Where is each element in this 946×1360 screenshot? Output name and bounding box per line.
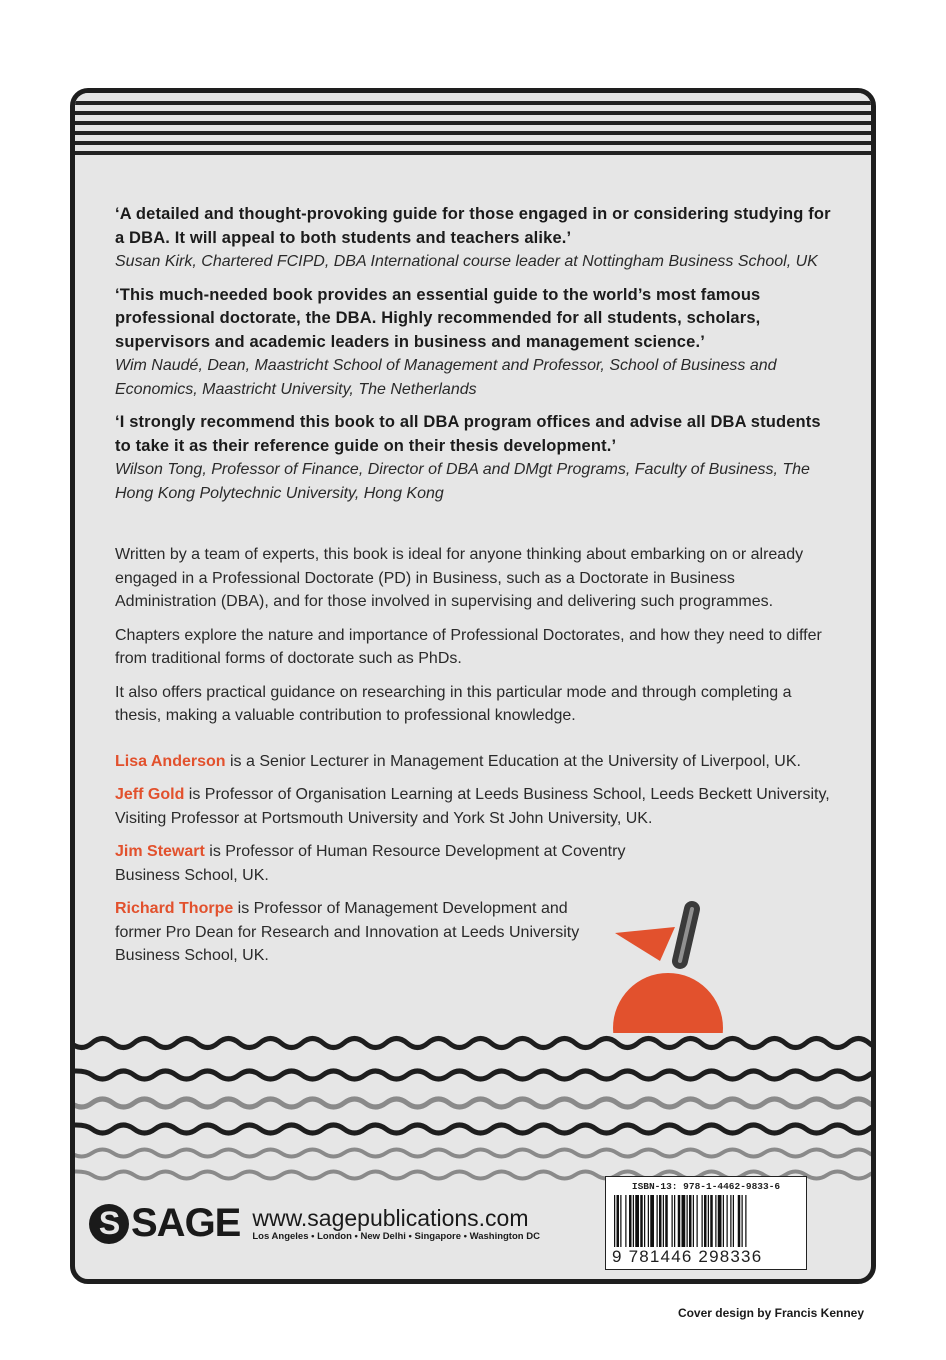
author-bio xyxy=(115,783,831,830)
top-stripes xyxy=(75,93,871,155)
description-paragraph: Chapters explore the nature and importance of Professional Doctorates, and how they need to differ from traditional forms of doctorate such as PhDs. xyxy=(115,626,822,667)
description-paragraph: Written by a team of experts, this book is ideal for anyone thinking about embarking on or already engaged in a Professional Doctorate (PD) in Business, such as a Doctorate in Business Administration (DBA), and for those involved in supervising and delivering such programmes. xyxy=(115,546,804,610)
barcode-bar xyxy=(689,1195,692,1247)
barcode-bar xyxy=(620,1195,621,1247)
author-name: Richard Thorpe xyxy=(115,900,234,917)
barcode-bar xyxy=(704,1195,707,1247)
barcode-bar xyxy=(665,1195,668,1247)
barcode-bar xyxy=(730,1195,731,1247)
quote-text: ‘This much-needed book provides an essential guide to the world’s most famous professional doctorate, the DBA. Highly recommended for all students, scholars, supervisors and academic leaders in business and management science.’ xyxy=(115,285,761,351)
barcode-bar xyxy=(697,1195,698,1247)
text-content xyxy=(115,203,831,978)
barcode-bar xyxy=(678,1195,681,1247)
author-name: Lisa Anderson xyxy=(115,752,226,770)
barcode-bar xyxy=(708,1195,709,1247)
sea-buoy-illustration xyxy=(70,893,876,1183)
barcode-bar xyxy=(718,1195,722,1247)
description-paragraph: It also offers practical guidance on researching in this particular mode and through completing a thesis, making a valuable contribution to professional knowledge. xyxy=(115,683,792,724)
barcode-bar xyxy=(723,1195,724,1247)
barcode-bar xyxy=(633,1195,634,1247)
barcode-bar xyxy=(702,1195,703,1247)
barcode-bar xyxy=(672,1195,673,1247)
barcode-bar xyxy=(738,1195,741,1247)
barcode-bar xyxy=(625,1195,626,1247)
author-name: Jeff Gold xyxy=(115,786,185,803)
endorsement-quote xyxy=(115,411,831,505)
barcode-bar xyxy=(745,1195,746,1247)
barcode-bar xyxy=(635,1195,639,1247)
barcode-bar xyxy=(629,1195,632,1247)
isbn-barcode xyxy=(605,1176,807,1270)
buoy-flag xyxy=(615,927,675,961)
sage-logo-icon: S xyxy=(89,1204,129,1244)
stripe xyxy=(75,141,871,145)
cover-credit: Cover design by Francis Kenney xyxy=(677,1306,864,1320)
quote-text: ‘I strongly recommend this book to all DBA program offices and advise all DBA students to take it as their reference guide on their thesis development.’ xyxy=(115,413,821,455)
publisher-block xyxy=(89,1201,540,1246)
isbn-digits: 9 781446 298336 xyxy=(612,1247,763,1266)
barcode-bar xyxy=(742,1195,743,1247)
author-bio xyxy=(115,840,645,887)
author-bio xyxy=(115,750,831,774)
barcode-bar xyxy=(682,1195,686,1247)
waves xyxy=(70,1033,876,1183)
sage-logo xyxy=(89,1201,240,1246)
quote-attribution: Wim Naudé, Dean, Maastricht School of Management and Professor, School of Business and Economics, Maastricht University, The Netherlands xyxy=(115,357,777,398)
author-bio-text: is Professor of Organisation Learning at Leeds Business School, Leeds Beckett University, Visiting Professor at Portsmouth University and York St John University, UK. xyxy=(115,786,830,827)
stripe xyxy=(75,121,871,125)
stripe xyxy=(75,111,871,115)
isbn-label: ISBN-13: 978-1-4462-9833-6 xyxy=(631,1181,781,1192)
barcode-bar xyxy=(674,1195,675,1247)
stripe xyxy=(75,151,871,155)
barcode-bar xyxy=(657,1195,658,1247)
barcode-bar xyxy=(715,1195,716,1247)
stripe xyxy=(75,131,871,135)
author-name: Jim Stewart xyxy=(115,843,205,860)
publisher-cities: Los Angeles • London • New Delhi • Singapore • Washington DC xyxy=(252,1230,540,1242)
barcode-bars xyxy=(614,1195,800,1247)
barcode-bar xyxy=(650,1195,654,1247)
author-bio-text: is Professor of Management Development and former Pro Dean for Research and Innovation at Leeds University Business School, UK. xyxy=(115,900,580,964)
endorsement-quote xyxy=(115,284,831,402)
quote-text: ‘A detailed and thought-provoking guide for those engaged in or considering studying for a DBA. It will appeal to both students and teachers alike.’ xyxy=(115,205,831,247)
barcode-bar xyxy=(710,1195,713,1247)
back-cover xyxy=(70,88,876,1284)
barcode-bar xyxy=(733,1195,734,1247)
quote-attribution: Susan Kirk, Chartered FCIPD, DBA International course leader at Nottingham Business School, UK xyxy=(115,253,818,270)
publisher-url[interactable]: www.sagepublications.com xyxy=(252,1204,529,1231)
barcode-bar xyxy=(617,1195,620,1247)
barcode-bar xyxy=(659,1195,662,1247)
author-bio-text: is a Senior Lecturer in Management Education at the University of Liverpool, UK. xyxy=(225,752,801,770)
barcode-bar xyxy=(640,1195,643,1247)
barcode-bar xyxy=(663,1195,664,1247)
endorsement-quote xyxy=(115,203,831,274)
stripe xyxy=(75,101,871,105)
barcode-bar xyxy=(687,1195,688,1247)
quote-attribution: Wilson Tong, Professor of Finance, Director of DBA and DMgt Programs, Faculty of Business, The Hong Kong Polytechnic University, Hong Kong xyxy=(115,461,810,502)
sage-logo-text: SAGE xyxy=(131,1201,241,1245)
barcode-bar xyxy=(693,1195,694,1247)
barcode-bar xyxy=(648,1195,649,1247)
author-bio-text: is Professor of Human Resource Development at Coventry Business School, UK. xyxy=(115,843,626,884)
book-description xyxy=(115,543,831,728)
barcode-bar xyxy=(644,1195,645,1247)
barcode-bar xyxy=(727,1195,728,1247)
barcode-bar xyxy=(614,1195,615,1247)
publisher-info xyxy=(252,1205,540,1243)
